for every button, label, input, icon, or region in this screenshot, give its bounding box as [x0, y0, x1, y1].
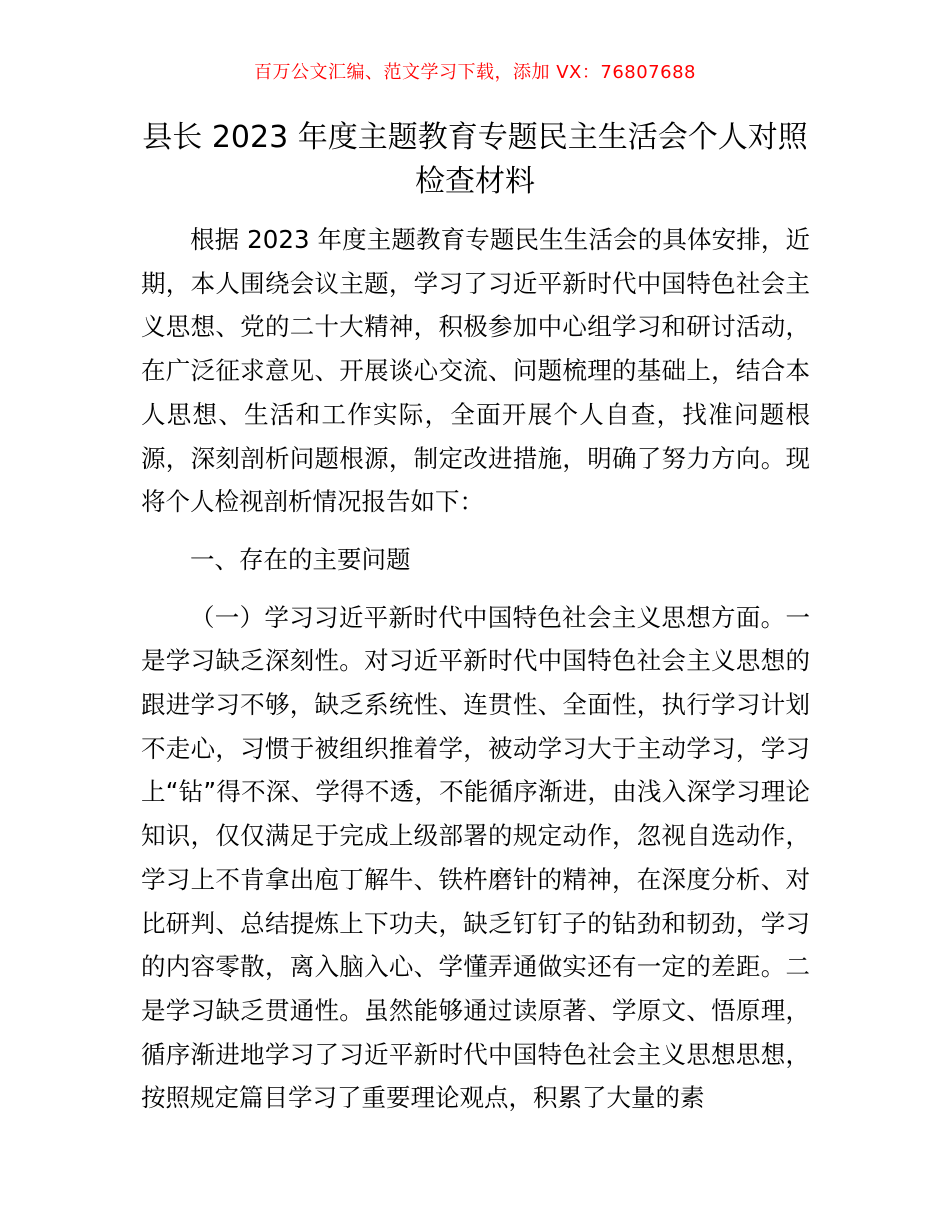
section-paragraph: （一）学习习近平新时代中国特色社会主义思想方面。一是学习缺乏深刻性。对习近平新时代中国特色社会主义思想的跟进学习不够，缺乏系统性、连贯性、全面性，执行学习计划不走心，习惯于被组织推着学，被动学习大于主动学习，学习上“钻”得不深、学得不透，不能循序渐进，由浅入深学习理论知识，仅仅满足于完成上级部署的规定动作，忽视自选动作，学习上不肯拿出庖丁解牛、铁杵磨针的精神，在深度分析、对比研判、总结提炼上下功夫，缺乏钉钉子的钻劲和韧劲，学习的内容零散，离入脑入心、学懂弄通做实还有一定的差距。二是学习缺乏贯通性。虽然能够通过读原著、学原文、悟原理，循序渐进地学习了习近平新时代中国特色社会主义思想思想，按照规定篇目学习了重要理论观点，积累了大量的素: [141, 602, 810, 1113]
document-title: 县长 2023 年度主题教育专题民主生活会个人对照检查材料: [142, 120, 808, 199]
header-note: 百万公文汇编、范文学习下载，添加 VX：76807688: [254, 62, 696, 83]
section-heading: 一、存在的主要问题: [190, 544, 411, 574]
document-body: [141, 218, 810, 1120]
intro-paragraph: 根据 2023 年度主题教育专题民生生活会的具体安排，近期，本人围绕会议主题，学习了习近平新时代中国特色社会主义思想、党的二十大精神，积极参加中心组学习和研讨活动，在广泛征求意见、开展谈心交流、问题梳理的基础上，结合本人思想、生活和工作实际，全面开展个人自查，找准问题根源，深刻剖析问题根源，制定改进措施，明确了努力方向。现将个人检视剖析情况报告如下：: [141, 225, 810, 517]
